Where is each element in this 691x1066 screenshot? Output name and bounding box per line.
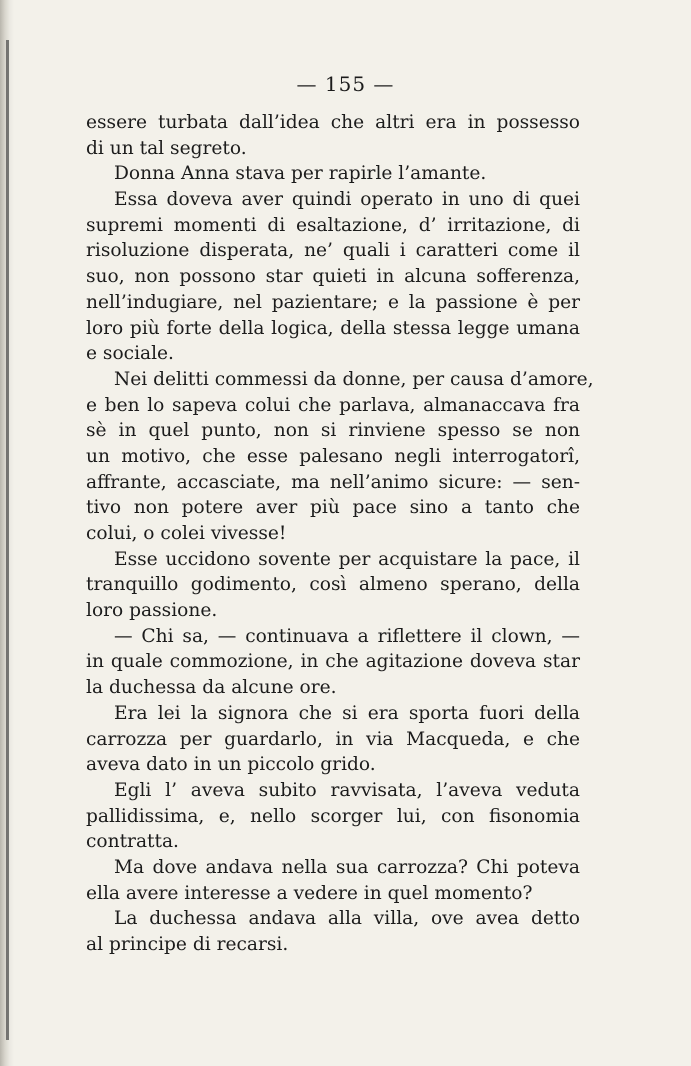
text-line: tranquillo godimento, così almeno sperano, della	[86, 574, 580, 596]
text-line: suo, non possono star quieti in alcuna sofferenza,	[86, 266, 580, 288]
text-line: affrante, accasciate, ma nell’animo sicure: — sen-	[86, 471, 580, 493]
text-line: e ben lo sapeva colui che parlava, almanaccava fra	[86, 394, 580, 416]
text-line: di un tal segreto.	[86, 137, 247, 159]
text-line: ella avere interesse a vedere in quel momento?	[86, 882, 533, 904]
text-line: — Chi sa, — continuava a riflettere il clown, —	[114, 625, 580, 647]
text-line: essere turbata dall’idea che altri era in possesso	[86, 112, 580, 133]
text-line: Era lei la signora che si era sporta fuori della	[114, 702, 580, 724]
text-line: Donna Anna stava per rapirle l’amante.	[114, 163, 487, 185]
text-line: nell’indugiare, nel pazientare; e la passione è per	[86, 291, 580, 313]
text-line: Esse uccidono sovente per acquistare la pace, il	[114, 548, 580, 570]
text-line: loro passione.	[86, 600, 218, 622]
text-line: loro più forte della logica, della stessa legge umana	[86, 317, 580, 339]
text-line: contratta.	[86, 831, 179, 853]
text-line: risoluzione disperata, ne’ quali i caratteri come il	[86, 240, 580, 262]
text-line: sè in quel punto, non si rinviene spesso se non	[86, 420, 580, 442]
text-line: Ma dove andava nella sua carrozza? Chi poteva	[114, 856, 580, 878]
text-line: al principe di recarsi.	[86, 934, 289, 955]
text-line: in quale commozione, in che agitazione doveva star	[86, 651, 580, 673]
text-line: Egli l’ aveva subito ravvisata, l’aveva veduta	[114, 779, 580, 801]
text-line: colui, o colei vivesse!	[86, 523, 287, 544]
text-line: La duchessa andava alla villa, ove avea detto	[114, 908, 580, 930]
binding-shadow-line	[6, 40, 9, 1040]
text-line: Nei delitti commessi da donne, per causa d’amore,	[114, 368, 594, 390]
text-line: Essa doveva aver quindi operato in uno di quei	[114, 189, 580, 211]
text-line: carrozza per guardarlo, in via Macqueda, e che	[86, 728, 580, 750]
text-line: pallidissima, e, nello scorger lui, con fisonomia	[86, 805, 580, 827]
text-line: tivo non potere aver più pace sino a tanto che	[86, 497, 580, 519]
page-number: — 155 —	[296, 72, 395, 96]
text-line: un motivo, che esse palesano negli interrogatorî,	[86, 445, 580, 467]
text-line: aveva dato in un piccolo grido.	[86, 754, 376, 776]
body-text	[86, 110, 594, 958]
text-line: e sociale.	[86, 343, 174, 365]
text-line: la duchessa da alcune ore.	[86, 677, 337, 699]
text-line: supremi momenti di esaltazione, d’ irritazione, di	[86, 214, 580, 236]
